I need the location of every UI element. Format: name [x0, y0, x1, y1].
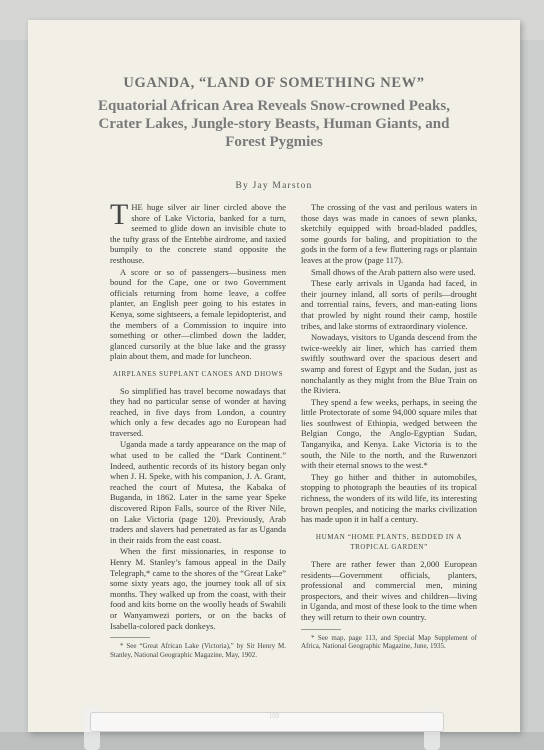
- table-surface: [0, 732, 544, 750]
- section-subhead-human: HUMAN “HOME PLANTS, BEDDED IN A TROPICAL GARDEN”: [315, 532, 463, 552]
- left-column: [110, 198, 286, 660]
- right-paragraph-2: Small dhows of the Arab pattern also were used.: [311, 266, 476, 277]
- left-paragraph-1-text: HE huge silver air liner circled above the shore of Lake Victoria, banked for a turn, seemed to glide down an invisible chute to the tufty grass of the Entebbe airdrome, and taxied bumpily to the concrete stand opposite the resthouse.: [110, 202, 286, 265]
- right-column: [301, 202, 477, 652]
- article-title: UGANDA, “LAND OF SOMETHING NEW”: [123, 75, 425, 91]
- left-footnote: * See “Great African Lake (Victoria),” by Sir Henry M. Stanley, National Geographic Magazine, May, 1902.: [110, 642, 286, 659]
- footnote-rule: [301, 629, 341, 630]
- left-paragraph-4: Uganda made a tardy appearance on the map of what used to be called the “Dark Continent.” Indeed, authentic records of its history began only when J. H. Speke, with his companion, J. A. Grant, reached the court of Mutesa, the Kabaka of Buganda, in 1862. Later in the same year Speke discovered Ripon Falls, source of the River Nile, on Lake Victoria (page 120). Previously, Arab traders and slavers had penetrated as far as Uganda in their raids from the east coast.: [110, 439, 286, 545]
- right-paragraph-7: There are rather fewer than 2,000 European residents—Government officials, planters, professional and commercial men, mining prospectors, and their wives and children—living in Uganda, and most of these look to the time when they will return to their own country.: [301, 559, 477, 622]
- right-footnote: * See map, page 113, and Special Map Supplement of Africa, National Geographic Magazine, June, 1935.: [301, 633, 477, 651]
- magazine-page: [28, 20, 520, 732]
- left-paragraph-1: [110, 198, 286, 266]
- article-byline: By Jay Marston: [235, 181, 313, 191]
- right-paragraph-3: These early arrivals in Uganda had faced, in their journey inland, all sorts of perils—drought and torrential rains, fevers, and man-eating lions that prowled by night round their camp, hostile tribes, and lake storms of extraordinary violence.: [301, 278, 477, 331]
- right-paragraph-1: The crossing of the vast and perilous waters in those days was made in canoes of sewn planks, sketchily equipped with broad-bladed paddles, some gourds for baling, and propitiation to the gods in the form of a few fluttering rags or plantain leaves at the prow (page 117).: [301, 202, 477, 265]
- section-subhead-airplanes: AIRPLANES SUPPLANT CANOES AND DHOWS: [112, 369, 284, 378]
- left-paragraph-5: When the first missionaries, in response to Henry M. Stanley’s famous appeal in the Daily Telegraph,* came to the shores of the “Great Lake” some sixty years ago, the journey took all of six months. They walked up from the coast, with their food and kits borne on the woolly heads of Swahili or Wanyamwezi porters, or on the backs of Isabella-colored pack donkeys.: [110, 546, 286, 631]
- right-paragraph-6: They go hither and thither in automobiles, stopping to photograph the beauties of its tropical richness, the wonders of its wild life, its interesting brown peoples, and noticing the marks civilization has made upon it in half a century.: [301, 471, 477, 525]
- left-paragraph-2: A score or so of passengers—business men bound for the Cape, one or two Government officials returning from home leave, a coffee planter, an English peer going to his estates in Kenya, some sightseers, a female lepidopterist, and the members of a Commission to inquire into something or other—climbed down the ladder, glanced cursorily at the blue lake and the grassy plain about them, and made for luncheon.: [110, 266, 286, 362]
- footnote-rule: [110, 637, 150, 638]
- display-stand-bar: [90, 712, 444, 732]
- article-subtitle: Equatorial African Area Reveals Snow-crowned Peaks, Crater Lakes, Jungle-story Beasts, Human Giants, and Forest Pygmies: [98, 98, 450, 150]
- drop-cap: T: [110, 198, 129, 231]
- right-paragraph-4: Nowadays, visitors to Uganda descend from the twice-weekly air liner, which has carried them swiftly southward over the spacious desert and swamp and forest of Egypt and the Sudan, just as nonchalantly as they might from the Blue Train on the Riviera.: [301, 332, 477, 396]
- left-paragraph-3: So simplified has travel become nowadays that they had no particular sense of wonder at having reached, in five days from London, a country which only a few decades ago no European had traversed.: [110, 385, 286, 438]
- right-paragraph-5: They spend a few weeks, perhaps, in seeing the little Protectorate of some 94,000 square miles that lies southwest of Ethiopia, wedged between the Belgian Congo, the Anglo-Egyptian Sudan, Tanganyika, and Kenya. Lake Victoria is to the south, the Nile to the north, and the Ruwenzori with their eternal snows to the west.*: [301, 396, 477, 471]
